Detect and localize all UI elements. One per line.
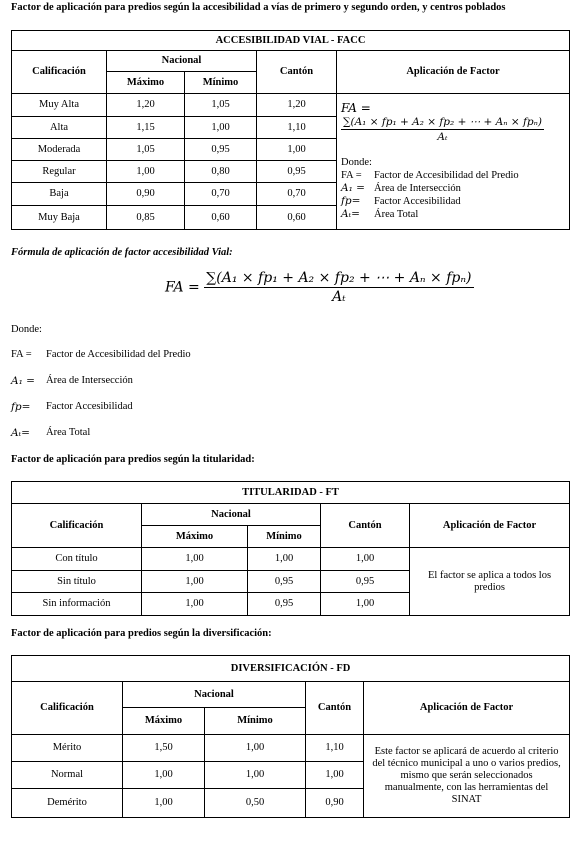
formula-numerator: ∑(A₁ × fp₁ + A₂ × fp₂ + ⋯ + Aₙ × fpₙ): [206, 270, 472, 286]
table-formula: [341, 102, 565, 143]
header-aplicacion: Aplicación de Factor: [337, 51, 570, 94]
header-calificacion: Calificación: [12, 682, 123, 735]
cell-minimo: 1,00: [205, 735, 306, 762]
cell-canton: 1,10: [257, 117, 337, 139]
table-title: TITULARIDAD - FT: [12, 482, 570, 504]
header-canton: Cantón: [321, 504, 410, 548]
table-facc: [11, 30, 570, 230]
header-calificacion: Calificación: [12, 504, 142, 548]
table-fd: [11, 655, 570, 818]
heading-titularidad: Factor de aplicación para predios según la titularidad:: [11, 454, 255, 465]
legend-symbol: fp=: [341, 195, 361, 207]
header-canton: Cantón: [257, 51, 337, 94]
cell-calificacion: Con título: [12, 548, 142, 571]
cell-canton: 0,70: [257, 183, 337, 206]
legend-list: [11, 349, 191, 453]
cell-calificacion: Sin título: [12, 571, 142, 593]
heading-diversificacion: Factor de aplicación para predios según la diversificación:: [11, 628, 272, 639]
formula-cell: [337, 94, 570, 230]
cell-calificacion: Sin información: [12, 593, 142, 616]
header-minimo: Mínimo: [205, 708, 306, 735]
cell-maximo: 1,00: [142, 571, 248, 593]
cell-minimo: 0,95: [248, 593, 321, 616]
header-canton: Cantón: [306, 682, 364, 735]
cell-minimo: 0,60: [185, 206, 257, 230]
cell-maximo: 1,00: [123, 789, 205, 818]
cell-canton: 0,60: [257, 206, 337, 230]
header-aplicacion: Aplicación de Factor: [364, 682, 570, 735]
formula-denominator: Aₜ: [332, 289, 346, 305]
header-nacional: Nacional: [123, 682, 306, 708]
legend-item: [341, 182, 565, 195]
cell-calificacion: Mérito: [12, 735, 123, 762]
table-title: ACCESIBILIDAD VIAL - FACC: [12, 31, 570, 51]
cell-maximo: 1,00: [107, 161, 185, 183]
header-nacional: Nacional: [142, 504, 321, 526]
donde-label: Donde:: [11, 324, 42, 335]
legend-symbol: A₁ =: [11, 375, 35, 387]
main-formula: [165, 270, 474, 305]
cell-calificacion: Muy Baja: [12, 206, 107, 230]
header-minimo: Mínimo: [248, 526, 321, 548]
cell-maximo: 1,00: [123, 762, 205, 789]
cell-canton: 1,20: [257, 94, 337, 117]
cell-minimo: 1,00: [248, 548, 321, 571]
cell-maximo: 0,85: [107, 206, 185, 230]
legend-desc: Factor de Accesibilidad del Predio: [374, 170, 519, 181]
legend-desc: Factor Accesibilidad: [46, 401, 133, 412]
factor-note: Este factor se aplicará de acuerdo al criterio del técnico municipal a uno o varios predios, mismo que serán seleccionados manualmente, con las herramientas del SINAT: [364, 735, 570, 818]
cell-calificacion: Demérito: [12, 789, 123, 818]
legend-item: [11, 349, 191, 375]
header-nacional: Nacional: [107, 51, 257, 72]
cell-maximo: 1,20: [107, 94, 185, 117]
legend-donde: Donde:: [341, 157, 372, 168]
legend-symbol: FA =: [341, 170, 362, 181]
cell-canton: 1,00: [306, 762, 364, 789]
cell-maximo: 1,00: [142, 593, 248, 616]
cell-canton: 1,00: [321, 593, 410, 616]
heading-accesibilidad: Factor de aplicación para predios según la accesibilidad a vías de primero y segundo orden, y centros poblados: [11, 2, 506, 13]
header-aplicacion: Aplicación de Factor: [410, 504, 570, 548]
cell-canton: 1,10: [306, 735, 364, 762]
header-maximo: Máximo: [123, 708, 205, 735]
cell-canton: 1,00: [321, 548, 410, 571]
cell-calificacion: Baja: [12, 183, 107, 206]
legend-item: [341, 208, 565, 221]
factor-note: El factor se aplica a todos los predios: [410, 548, 570, 616]
legend-desc: Área Total: [46, 427, 91, 438]
cell-calificacion: Regular: [12, 161, 107, 183]
legend-symbol: Aₜ=: [341, 208, 360, 220]
cell-calificacion: Muy Alta: [12, 94, 107, 117]
cell-minimo: 1,00: [185, 117, 257, 139]
header-maximo: Máximo: [142, 526, 248, 548]
legend-item: [11, 401, 191, 427]
legend-symbol: FA =: [11, 349, 32, 360]
formula-denominator: Aₜ: [437, 131, 448, 143]
table-ft: [11, 481, 570, 616]
cell-maximo: 1,00: [142, 548, 248, 571]
legend-item: [341, 169, 565, 182]
legend-symbol: Aₜ=: [11, 427, 30, 439]
header-maximo: Máximo: [107, 72, 185, 94]
legend-item: [341, 195, 565, 208]
cell-canton: 0,95: [257, 161, 337, 183]
cell-maximo: 1,15: [107, 117, 185, 139]
cell-minimo: 1,05: [185, 94, 257, 117]
cell-maximo: 1,50: [123, 735, 205, 762]
legend-symbol: fp=: [11, 401, 31, 413]
cell-calificacion: Normal: [12, 762, 123, 789]
legend-symbol: A₁ =: [341, 182, 365, 194]
cell-maximo: 0,90: [107, 183, 185, 206]
legend-desc: Factor Accesibilidad: [374, 196, 461, 207]
table-title: DIVERSIFICACIÓN - FD: [12, 656, 570, 682]
cell-minimo: 0,95: [248, 571, 321, 593]
cell-minimo: 0,80: [185, 161, 257, 183]
heading-formula: Fórmula de aplicación de factor accesibilidad Vial:: [11, 247, 233, 258]
cell-canton: 1,00: [257, 139, 337, 161]
cell-minimo: 0,50: [205, 789, 306, 818]
cell-calificacion: Alta: [12, 117, 107, 139]
cell-minimo: 0,70: [185, 183, 257, 206]
formula-lhs: FA =: [165, 279, 200, 296]
legend-item: [11, 375, 191, 401]
formula-numerator: ∑(A₁ × fp₁ + A₂ × fp₂ + ⋯ + Aₙ × fpₙ): [343, 116, 542, 128]
cell-calificacion: Moderada: [12, 139, 107, 161]
formula-lhs: FA =: [341, 101, 371, 115]
cell-minimo: 1,00: [205, 762, 306, 789]
legend-desc: Área de Intersección: [46, 375, 133, 386]
legend-item: [11, 427, 191, 453]
legend-desc: Área Total: [374, 209, 419, 220]
header-calificacion: Calificación: [12, 51, 107, 94]
header-minimo: Mínimo: [185, 72, 257, 94]
cell-canton: 0,90: [306, 789, 364, 818]
legend-desc: Factor de Accesibilidad del Predio: [46, 349, 191, 360]
legend-desc: Área de Intersección: [374, 183, 461, 194]
cell-canton: 0,95: [321, 571, 410, 593]
cell-minimo: 0,95: [185, 139, 257, 161]
cell-maximo: 1,05: [107, 139, 185, 161]
